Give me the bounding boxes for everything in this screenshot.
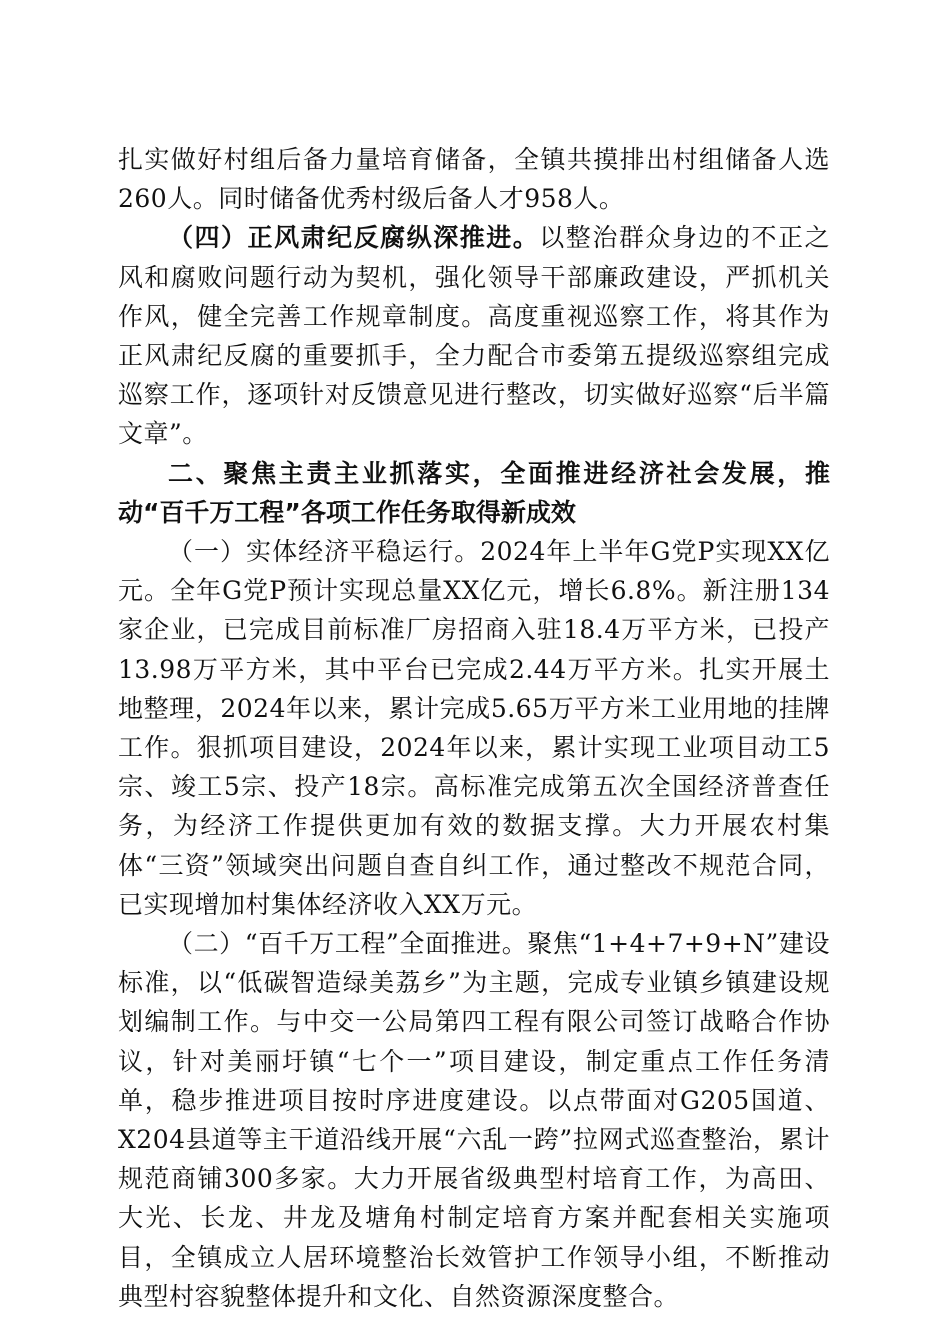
paragraph-economy xyxy=(118,532,830,924)
paragraph-text: 聚焦“1+4+7+9+N”建设标准，以“低碳智造绿美荔乡”为主题，完成专业镇乡镇建设规划编制工作。与中交一公局第四工程有限公司签订战略合作协议，针对美丽圩镇“七个一”项目建设，制定重点工作任务清单，稳步推进项目按时序进度建设。以点带面对G205国道、X204县道等主干道沿线开展“六乱一跨”拉网式巡查整治，累计规范商铺300多家。大力开展省级典型村培育工作，为高田、大光、长龙、井龙及塘角村制定培育方案并配套相关实施项目，全镇成立人居环境整治长效管护工作领导小组，不断推动典型村容貌整体提升和文化、自然资源深度整合。 xyxy=(118,929,830,1311)
section-heading-text: 二、聚焦主责主业抓落实，全面推进经济社会发展，推动“百千万工程”各项工作任务取得新成效 xyxy=(118,458,830,527)
paragraph-lead: （二）“百千万工程”全面推进。 xyxy=(168,929,528,959)
paragraph-text: 扎实做好村组后备力量培育储备，全镇共摸排出村组储备人选260人。同时储备优秀村级后备人才958人。 xyxy=(118,145,830,214)
paragraph-text: 2024年上半年G党P实现XX亿元。全年G党P预计实现总量XX亿元，增长6.8%。新注册134家企业，已完成目前标准厂房招商入驻18.4万平方米，已投产13.98万平方米，其中平台已完成2.44万平方米。扎实开展土地整理，2024年以来，累计完成5.65万平方米工业用地的挂牌工作。狠抓项目建设，2024年以来，累计实现工业项目动工5宗、竣工5宗、投产18宗。高标准完成第五次全国经济普查任务，为经济工作提供更加有效的数据支撑。大力开展农村集体“三资”领域突出问题自查自纠工作，通过整改不规范合同，已实现增加村集体经济收入XX万元。 xyxy=(118,537,830,919)
paragraph-lead: （四）正风肃纪反腐纵深推进。 xyxy=(168,223,540,253)
paragraph-discipline xyxy=(118,218,830,453)
paragraph-project xyxy=(118,924,830,1316)
paragraph-talent-reserve xyxy=(118,140,830,218)
section-heading xyxy=(118,454,830,532)
paragraph-lead: （一）实体经济平稳运行。 xyxy=(168,537,481,567)
document-page xyxy=(118,140,830,1316)
paragraph-text: 以整治群众身边的不正之风和腐败问题行动为契机，强化领导干部廉政建设，严抓机关作风，健全完善工作规章制度。高度重视巡察工作，将其作为正风肃纪反腐的重要抓手，全力配合市委第五提级巡察组完成巡察工作，逐项针对反馈意见进行整改，切实做好巡察“后半篇文章”。 xyxy=(118,223,830,449)
